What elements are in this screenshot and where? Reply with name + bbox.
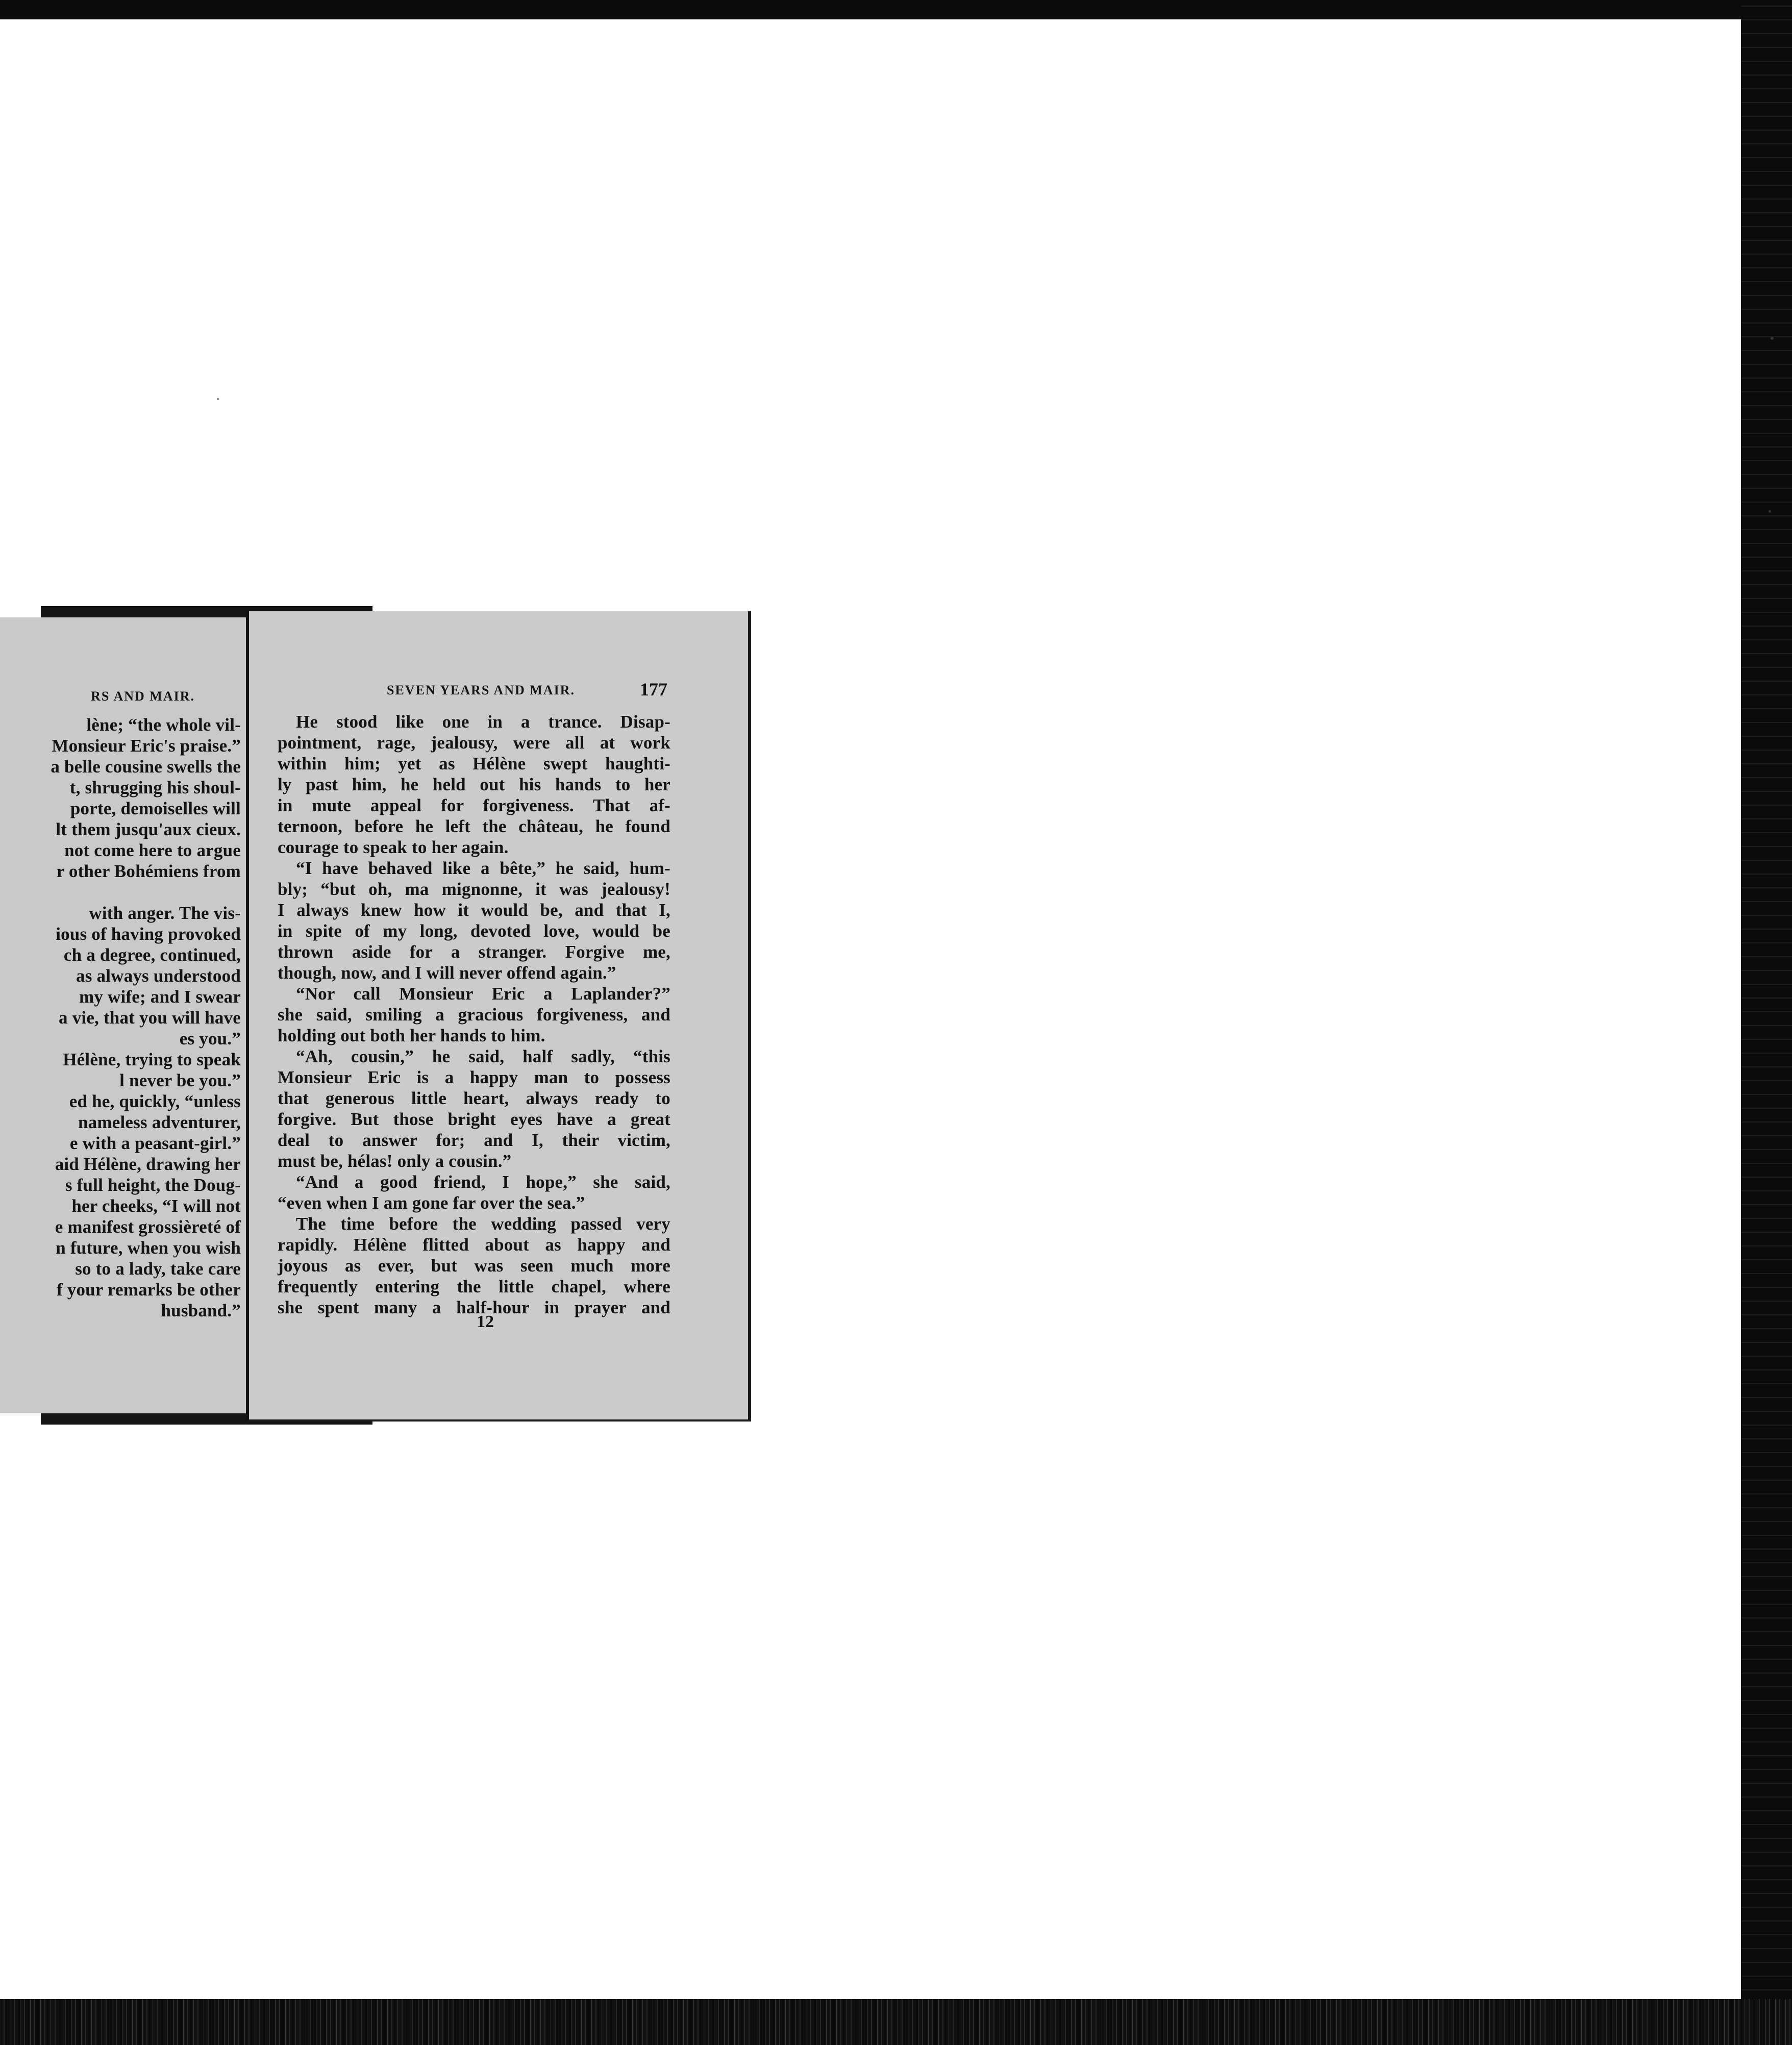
text-line: she spent many a half-hour in prayer and xyxy=(278,1298,670,1317)
book-spread xyxy=(0,606,748,1425)
text-line: that generous little heart, always ready to xyxy=(278,1088,670,1108)
text-line: Hélène, trying to speak xyxy=(63,1050,241,1069)
text-line: deal to answer for; and I, their victim, xyxy=(278,1130,670,1150)
text-line: frequently entering the little chapel, where xyxy=(278,1277,670,1296)
text-line: with anger. The vis- xyxy=(89,903,241,923)
left-page xyxy=(0,617,255,1413)
text-line: husband.” xyxy=(161,1301,241,1320)
text-line: “Ah, cousin,” he said, half sadly, “this xyxy=(296,1046,670,1066)
text-line: t, shrugging his shoul- xyxy=(69,778,241,797)
text-line xyxy=(0,882,241,903)
text-line: n future, when you wish xyxy=(56,1238,241,1258)
text-line: Monsieur Eric is a happy man to possess xyxy=(278,1067,670,1087)
text-line: in mute appeal for forgiveness. That af- xyxy=(278,795,670,815)
text-line: e manifest grossièreté of xyxy=(55,1217,241,1237)
text-line: so to a lady, take care xyxy=(75,1259,241,1279)
text-line: r other Bohémiens from xyxy=(56,861,241,881)
text-line: f your remarks be other xyxy=(56,1280,241,1300)
text-line: my wife; and I swear xyxy=(79,987,241,1007)
right-page-text xyxy=(278,711,670,1318)
text-line: ious of having provoked xyxy=(56,924,241,944)
text-line: ed he, quickly, “unless xyxy=(69,1091,241,1111)
dust-speck xyxy=(217,398,219,400)
text-line: lt them jusqu'aux cieux. xyxy=(56,819,241,839)
signature-mark: 12 xyxy=(477,1312,494,1331)
text-line: ternoon, before he left the château, he found xyxy=(278,816,670,836)
text-line: “And a good friend, I hope,” she said, xyxy=(296,1172,670,1192)
text-line: must be, hélas! only a cousin.” xyxy=(278,1151,512,1171)
right-running-head: SEVEN YEARS AND MAIR. xyxy=(387,683,575,697)
text-line: as always understood xyxy=(76,966,241,986)
text-line: holding out both her hands to him. xyxy=(278,1026,545,1045)
text-line: pointment, rage, jealousy, were all at work xyxy=(278,733,670,753)
page-number: 177 xyxy=(640,679,667,700)
text-line: nameless adventurer, xyxy=(78,1112,241,1132)
left-running-head: RS AND MAIR. xyxy=(91,689,195,704)
text-line: porte, demoiselles will xyxy=(70,799,241,818)
text-line: lène; “the whole vil- xyxy=(86,715,241,735)
text-line: The time before the wedding passed very xyxy=(296,1214,670,1234)
text-line: “even when I am gone far over the sea.” xyxy=(278,1193,585,1213)
dust-speck xyxy=(1771,337,1774,340)
text-line: ly past him, he held out his hands to her xyxy=(278,775,670,794)
text-line: I always knew how it would be, and that I, xyxy=(278,900,670,920)
text-line: a vie, that you will have xyxy=(59,1008,241,1028)
left-page-text xyxy=(0,714,241,1321)
text-line: within him; yet as Hélène swept haughti- xyxy=(278,754,670,774)
text-line: in spite of my long, devoted love, would be xyxy=(278,921,670,941)
text-line: ch a degree, continued, xyxy=(63,945,241,965)
text-line: bly; “but oh, ma mignonne, it was jealousy! xyxy=(278,879,670,899)
text-line: though, now, and I will never offend again.” xyxy=(278,963,616,983)
text-line: “I have behaved like a bête,” he said, hum- xyxy=(296,858,670,878)
text-line: forgive. But those bright eyes have a great xyxy=(278,1109,670,1129)
film-edge-bottom xyxy=(0,1999,1792,2045)
text-line: “Nor call Monsieur Eric a Laplander?” xyxy=(296,984,670,1004)
text-line: joyous as ever, but was seen much more xyxy=(278,1256,670,1276)
text-line: her cheeks, “I will not xyxy=(71,1196,241,1216)
text-line: s full height, the Doug- xyxy=(65,1175,241,1195)
dust-speck xyxy=(1769,510,1771,513)
text-line: aid Hélène, drawing her xyxy=(55,1154,241,1174)
text-line: es you.” xyxy=(179,1029,241,1049)
text-line: Monsieur Eric's praise.” xyxy=(52,736,241,756)
text-line: He stood like one in a trance. Disap- xyxy=(296,712,670,732)
text-line: a belle cousine swells the xyxy=(51,757,241,777)
text-line: l never be you.” xyxy=(119,1070,241,1090)
film-edge-right xyxy=(1741,0,1792,2045)
text-line: not come here to argue xyxy=(64,840,241,860)
text-line: thrown aside for a stranger. Forgive me, xyxy=(278,942,670,962)
text-line: she said, smiling a gracious forgiveness, and xyxy=(278,1005,670,1025)
text-line: rapidly. Hélène flitted about as happy and xyxy=(278,1235,670,1255)
text-line: e with a peasant-girl.” xyxy=(69,1133,241,1153)
right-page xyxy=(246,611,751,1421)
text-line: courage to speak to her again. xyxy=(278,837,509,857)
